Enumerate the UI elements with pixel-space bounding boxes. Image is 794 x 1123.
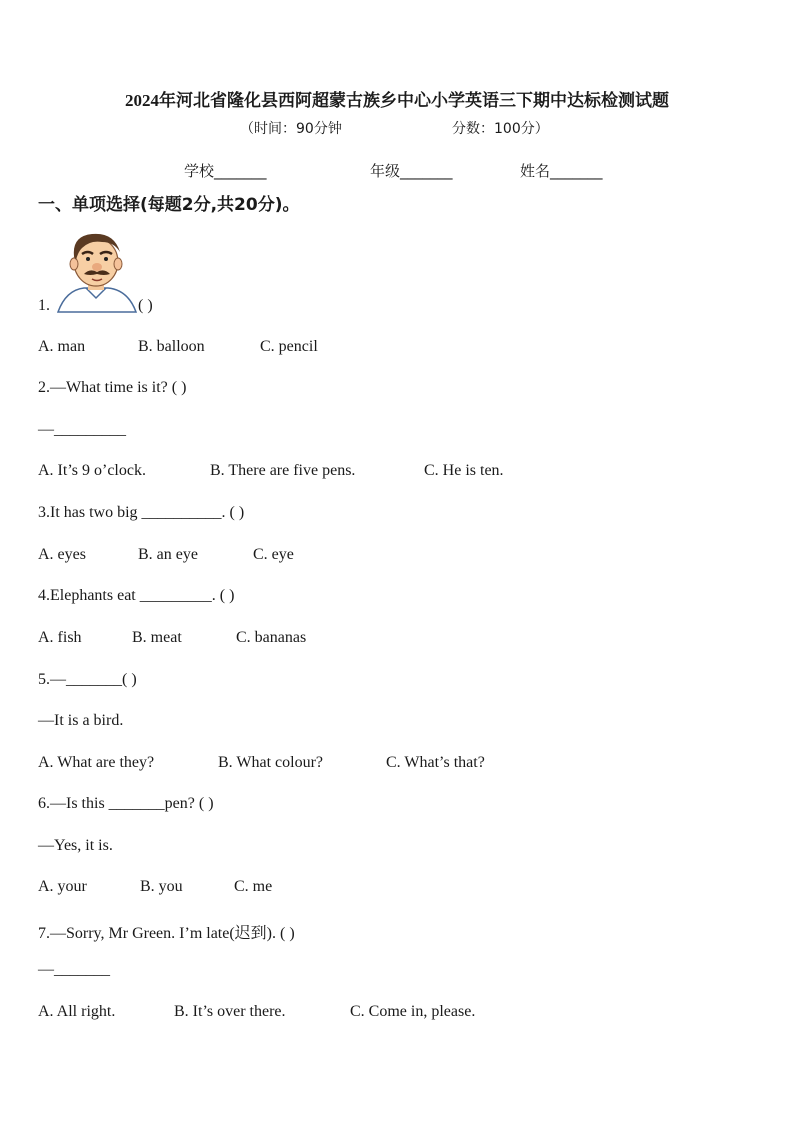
q6-answer: —Yes, it is. [38, 837, 113, 854]
q6-option-a: A. your [38, 878, 87, 895]
q4-option-b: B. meat [132, 629, 182, 646]
q5-option-a: A. What are they? [38, 754, 155, 771]
q1-option-c: C. pencil [260, 338, 318, 355]
q2-stem: 2.—What time is it? ( ) [38, 379, 187, 396]
q3-option-b: B. an eye [138, 546, 198, 563]
q5-option-c: C. What’s that? [386, 754, 485, 771]
q7-answer-line: —_______ [38, 961, 110, 978]
q7-option-b: B. It’s over there. [174, 1003, 286, 1020]
exam-score: 分数：100分） [452, 121, 549, 137]
q6-stem: 6.—Is this _______pen? ( ) [38, 795, 214, 812]
q3-option-c: C. eye [253, 546, 294, 563]
q2-option-c: C. He is ten. [424, 462, 504, 479]
school-field: 学校_______ [184, 162, 267, 180]
q7-option-c: C. Come in, please. [350, 1003, 476, 1020]
section-heading: 一、单项选择(每题2分,共20分)。 [38, 195, 300, 215]
q4-option-c: C. bananas [236, 629, 307, 646]
q6-option-c: C. me [234, 878, 273, 895]
q7-stem: 7.—Sorry, Mr Green. I’m late(迟到). ( ) [38, 925, 295, 942]
exam-title: 2024年河北省隆化县西阿超蒙古族乡中心小学英语三下期中达标检测试题 [125, 91, 669, 110]
name-field: 姓名_______ [520, 162, 603, 180]
q2-option-a: A. It’s 9 o’clock. [38, 462, 146, 479]
q6-option-b: B. you [140, 878, 183, 895]
q2-answer-line: —_________ [38, 421, 126, 438]
q4-option-a: A. fish [38, 629, 82, 646]
q3-stem: 3.It has two big __________. ( ) [38, 504, 245, 521]
q3-option-a: A. eyes [38, 546, 86, 563]
q4-stem: 4.Elephants eat _________. ( ) [38, 587, 235, 604]
q2-option-b: B. There are five pens. [210, 462, 356, 479]
q5-answer: —It is a bird. [38, 712, 124, 729]
q1-paren: ( ) [138, 297, 153, 314]
exam-time: （时间：90分钟 [240, 121, 342, 137]
q1-number: 1. [38, 297, 50, 314]
q1-option-a: A. man [38, 338, 86, 355]
grade-field: 年级_______ [370, 162, 453, 180]
q1-option-b: B. balloon [138, 338, 205, 355]
q7-option-a: A. All right. [38, 1003, 116, 1020]
cartoon-man-icon [52, 226, 140, 314]
q5-stem: 5.—_______( ) [38, 671, 137, 688]
q5-option-b: B. What colour? [218, 754, 324, 771]
